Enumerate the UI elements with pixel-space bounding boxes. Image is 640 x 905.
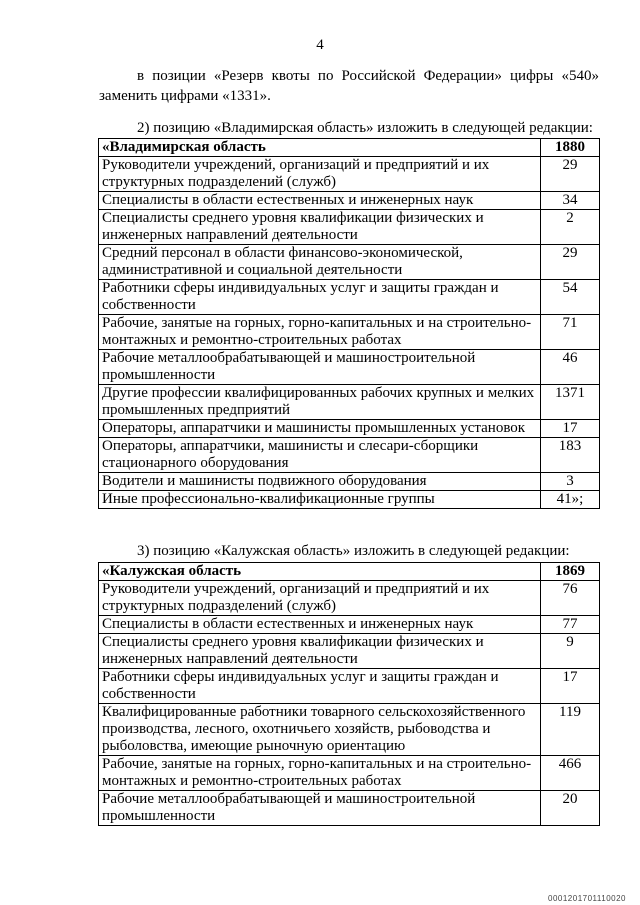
page-number: 4 xyxy=(316,37,324,53)
quota-value-cell: 54 xyxy=(541,280,600,315)
quota-value-cell: 9 xyxy=(541,634,600,669)
section-3-title: 3) позицию «Калужская область» изложить в следующей редакции: xyxy=(137,543,570,559)
table-row xyxy=(99,210,600,245)
quota-value-cell: 183 xyxy=(541,438,600,473)
category-cell: Руководители учреждений, организаций и предприятий и их структурных подразделений (служб) xyxy=(99,157,541,192)
quota-value-cell: 41»; xyxy=(541,491,600,509)
table-row xyxy=(99,791,600,826)
quota-value-cell: 119 xyxy=(541,704,600,756)
quota-value-cell: 17 xyxy=(541,420,600,438)
paragraph-line-2: заменить цифрами «1331». xyxy=(99,88,271,104)
document-stamp: 0001201701110020 xyxy=(548,894,626,903)
quota-value-cell: 77 xyxy=(541,616,600,634)
category-cell: Работники сферы индивидуальных услуг и защиты граждан и собственности xyxy=(99,669,541,704)
quota-value-cell: 29 xyxy=(541,245,600,280)
category-cell: Рабочие, занятые на горных, горно-капитальных и на строительно-монтажных и ремонтно-строительных работах xyxy=(99,315,541,350)
quota-value-cell: 34 xyxy=(541,192,600,210)
category-cell: Руководители учреждений, организаций и предприятий и их структурных подразделений (служб) xyxy=(99,581,541,616)
table-row xyxy=(99,385,600,420)
category-cell: Операторы, аппаратчики и машинисты промышленных установок xyxy=(99,420,541,438)
category-cell: Иные профессионально-квалификационные группы xyxy=(99,491,541,509)
table-row xyxy=(99,192,600,210)
table-row xyxy=(99,420,600,438)
table-row xyxy=(99,616,600,634)
table-row xyxy=(99,280,600,315)
quota-value-cell: 1371 xyxy=(541,385,600,420)
table-row xyxy=(99,704,600,756)
category-cell: Водители и машинисты подвижного оборудования xyxy=(99,473,541,491)
table-header-row xyxy=(99,563,600,581)
quota-value-cell: 46 xyxy=(541,350,600,385)
table-row xyxy=(99,669,600,704)
quota-value-cell: 3 xyxy=(541,473,600,491)
region-total-cell: 1869 xyxy=(541,563,600,581)
category-cell: Операторы, аппаратчики, машинисты и слесари-сборщики стационарного оборудования xyxy=(99,438,541,473)
table-header-row xyxy=(99,139,600,157)
table-row xyxy=(99,438,600,473)
paragraph-line-1: в позиции «Резерв квоты по Российской Федерации» цифры «540» xyxy=(137,68,599,84)
vladimir-quota-table xyxy=(98,138,600,509)
category-cell: Другие профессии квалифицированных рабочих крупных и мелких промышленных предприятий xyxy=(99,385,541,420)
table-row xyxy=(99,581,600,616)
quota-value-cell: 71 xyxy=(541,315,600,350)
kaluga-quota-table xyxy=(98,562,600,826)
quota-value-cell: 2 xyxy=(541,210,600,245)
category-cell: Специалисты среднего уровня квалификации физических и инженерных направлений деятельности xyxy=(99,210,541,245)
quota-value-cell: 29 xyxy=(541,157,600,192)
section-2-title: 2) позицию «Владимирская область» изложить в следующей редакции: xyxy=(137,120,593,136)
category-cell: Средний персонал в области финансово-экономической, административной и социальной деятельности xyxy=(99,245,541,280)
quota-value-cell: 466 xyxy=(541,756,600,791)
category-cell: Специалисты среднего уровня квалификации физических и инженерных направлений деятельности xyxy=(99,634,541,669)
category-cell: Работники сферы индивидуальных услуг и защиты граждан и собственности xyxy=(99,280,541,315)
category-cell: Специалисты в области естественных и инженерных наук xyxy=(99,616,541,634)
table-row xyxy=(99,245,600,280)
table-row xyxy=(99,756,600,791)
table-row xyxy=(99,350,600,385)
table-row xyxy=(99,473,600,491)
quota-value-cell: 17 xyxy=(541,669,600,704)
quota-value-cell: 20 xyxy=(541,791,600,826)
category-cell: Рабочие металлообрабатывающей и машиностроительной промышленности xyxy=(99,350,541,385)
table-row xyxy=(99,315,600,350)
quota-value-cell: 76 xyxy=(541,581,600,616)
category-cell: Специалисты в области естественных и инженерных наук xyxy=(99,192,541,210)
table-row xyxy=(99,634,600,669)
category-cell: Рабочие, занятые на горных, горно-капитальных и на строительно-монтажных и ремонтно-строительных работах xyxy=(99,756,541,791)
region-total-cell: 1880 xyxy=(541,139,600,157)
region-name-cell: «Владимирская область xyxy=(99,139,541,157)
region-name-cell: «Калужская область xyxy=(99,563,541,581)
category-cell: Рабочие металлообрабатывающей и машиностроительной промышленности xyxy=(99,791,541,826)
table-row xyxy=(99,491,600,509)
category-cell: Квалифицированные работники товарного сельскохозяйственного производства, лесного, охотничьего хозяйств, рыбоводства и рыболовства, имеющие рыночную ориентацию xyxy=(99,704,541,756)
table-row xyxy=(99,157,600,192)
amendment-paragraph xyxy=(99,66,599,106)
